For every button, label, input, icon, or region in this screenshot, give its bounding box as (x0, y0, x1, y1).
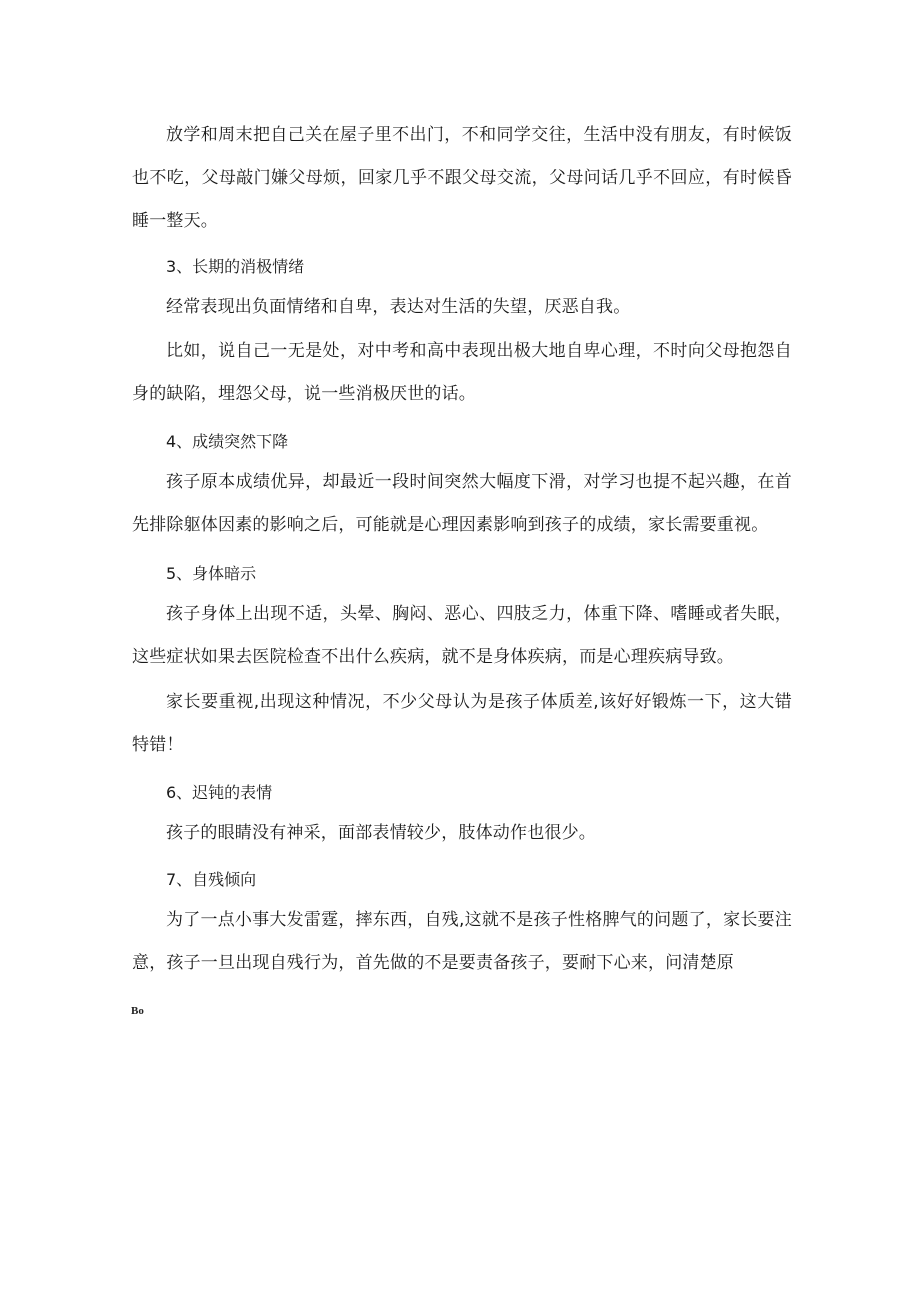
paragraph-negative-emotions: 经常表现出负面情绪和自卑，表达对生活的失望，厌恶自我。 (166, 297, 631, 317)
paragraph-parents-attention: 家长要重视,出现这种情况，不少父母认为是孩子体质差,该好好锻炼一下，这大错特错！ (132, 692, 792, 755)
heading-dull-expression: 6、迟钝的表情 (166, 783, 273, 802)
paragraph-self-harm: 为了一点小事大发雷霆，摔东西，自残,这就不是孩子性格脾气的问题了，家长要注意，孩子一旦出现自残行为，首先做的不是要责备孩子，要耐下心来，问清楚原 (132, 910, 792, 973)
paragraph-isolation: 放学和周末把自己关在屋子里不出门，不和同学交往，生活中没有朋友，有时候饭也不吃，父母敲门嫌父母烦，回家几乎不跟父母交流，父母问话几乎不回应，有时候昏睡一整天。 (132, 125, 792, 231)
heading-body-signals: 5、身体暗示 (166, 564, 257, 583)
heading-self-harm: 7、自残倾向 (166, 870, 257, 889)
footer-mark: Bo (131, 1005, 144, 1017)
paragraph-body-symptoms: 孩子身体上出现不适，头晕、胸闷、恶心、四肢乏力，体重下降、嗜睡或者失眠，这些症状如果去医院检查不出什么疾病，就不是身体疾病，而是心理疾病导致。 (132, 604, 792, 667)
paragraph-dull-expression: 孩子的眼睛没有神采，面部表情较少，肢体动作也很少。 (166, 823, 596, 843)
heading-negative-emotions: 3、长期的消极情绪 (166, 257, 305, 276)
paragraph-grades-drop: 孩子原本成绩优异，却最近一段时间突然大幅度下滑，对学习也提不起兴趣，在首先排除躯体因素的影响之后，可能就是心理因素影响到孩子的成绩，家长需要重视。 (132, 472, 792, 535)
paragraph-self-blame: 比如，说自己一无是处，对中考和高中表现出极大地自卑心理，不时向父母抱怨自身的缺陷，埋怨父母，说一些消极厌世的话。 (132, 341, 792, 404)
heading-grades-drop: 4、成绩突然下降 (166, 432, 289, 451)
